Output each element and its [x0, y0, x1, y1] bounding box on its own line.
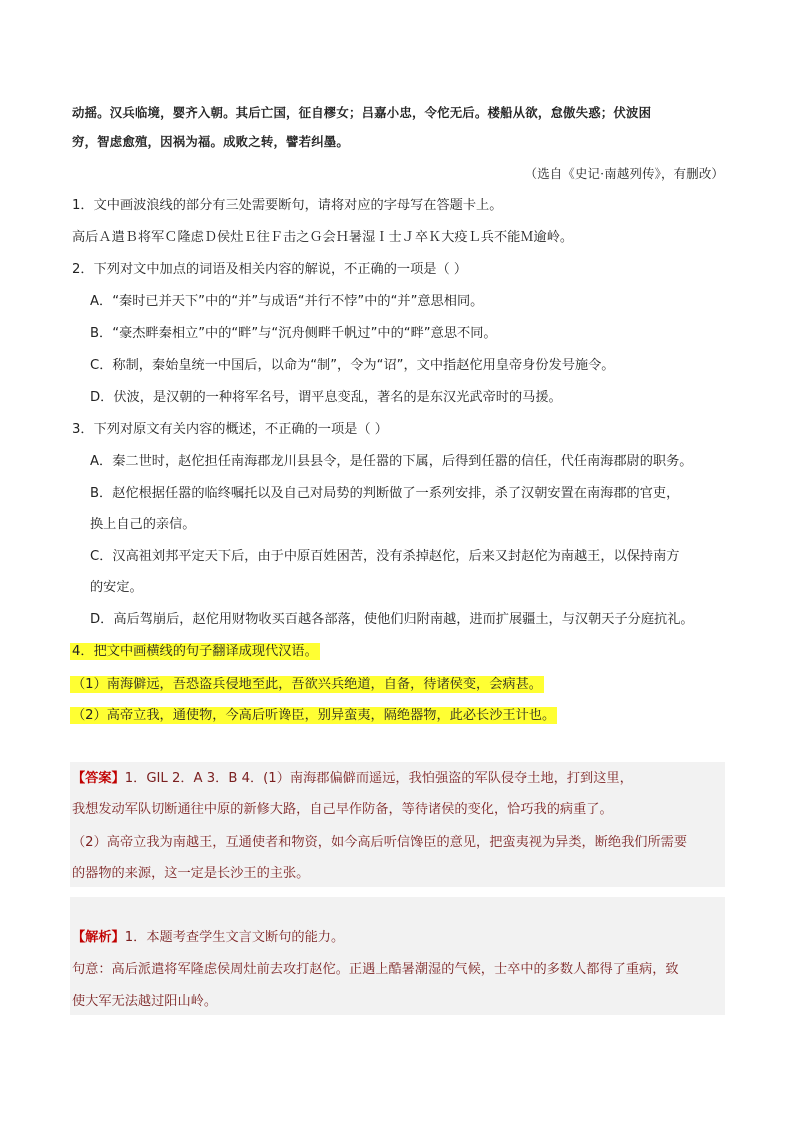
q4-stem-text: 4．把文中画横线的句子翻译成现代汉语。 — [72, 644, 318, 659]
q1-text: 高后Ａ遣Ｂ将军Ｃ隆虑Ｄ侯灶Ｅ往Ｆ击之Ｇ会Ｈ暑湿Ｉ士Ｊ卒Ｋ大疫Ｌ兵不能Ｍ逾岭。 — [72, 230, 574, 245]
q2-stem: 2．下列对文中加点的词语及相关内容的解说，不正确的一项是（ ） — [72, 262, 468, 277]
answer-tag: 【答案】 — [72, 771, 125, 786]
q1-stem: 1．文中画波浪线的部分有三处需要断句，请将对应的字母写在答题卡上。 — [72, 198, 503, 213]
q4-sentence-2-text: （2）高帝立我，通使物，今高后听谗臣，别异蛮夷，隔绝器物，此必长沙王计也。 — [72, 708, 556, 723]
q3-stem: 3．下列对原文有关内容的概述，不正确的一项是（ ） — [72, 422, 388, 437]
answer-line-3: （2）高帝立我为南越王，互通使者和物资，如今高后听信馋臣的意见，把蛮夷视为异类，断绝我们所需要 — [72, 835, 688, 850]
analysis-line-2: 句意：高后派遣将军隆虑侯周灶前去攻打赵佗。正遇上酷暑潮湿的气候，士卒中的多数人都得了重病，致 — [72, 962, 679, 977]
q3-option-d: D．高后驾崩后，赵佗用财物收买百越各部落，使他们归附南越，进而扩展疆土，与汉朝天子分庭抗礼。 — [90, 612, 694, 627]
analysis-line-1 — [72, 928, 344, 948]
answer-line-2: 我想发动军队切断通往中原的新修大路，自己早作防备，等待诸侯的变化，恰巧我的病重了。 — [72, 802, 613, 817]
q2-option-a: A．“秦时已并天下”中的“并”与成语“并行不悖”中的“并”意思相同。 — [90, 294, 484, 309]
q4-sentence-1 — [70, 675, 544, 695]
passage-line-2: 穷，智虑愈殖，因祸为福。成败之转，譬若纠墨。 — [72, 134, 349, 149]
q3-option-b-line-2: 换上自己的亲信。 — [90, 517, 196, 532]
passage-line-1: 动摇。汉兵临境，婴齐入朝。其后亡国，征自樛女；吕嘉小忠，令佗无后。楼船从欲，怠傲失惑；伏波困 — [72, 105, 652, 120]
analysis-line-1-text: 1．本题考查学生文言文断句的能力。 — [124, 930, 345, 945]
q3-option-c-line-1: C．汉高祖刘邦平定天下后，由于中原百姓困苦，没有杀掉赵佗，后来又封赵佗为南越王，以保持南方 — [90, 549, 680, 564]
passage-source: （选自《史记·南越列传》，有删改） — [524, 166, 724, 181]
q3-option-c-line-2: 的安定。 — [90, 580, 143, 595]
analysis-tag: 【解析】 — [72, 930, 125, 945]
answer-line-4: 的器物的来源，这一定是长沙王的主张。 — [72, 866, 310, 881]
q4-sentence-2 — [70, 706, 557, 726]
q2-option-c: C．称制，秦始皇统一中国后，以命为“制”，令为“诏”，文中指赵佗用皇帝身份发号施令。 — [90, 358, 615, 373]
q2-option-d: D．伏波，是汉朝的一种将军名号，谓平息变乱，著名的是东汉光武帝时的马援。 — [90, 390, 562, 405]
answer-line-1-text: 1．GIL 2．A 3．B 4．(1）南海郡偏僻而遥远，我怕强盗的军队侵夺土地，打到这里， — [124, 771, 633, 786]
q2-option-b: B．“豪杰畔秦相立”中的“畔”与“沉舟侧畔千帆过”中的“畔”意思不同。 — [90, 326, 497, 341]
analysis-line-3: 使大军无法越过阳山岭。 — [72, 994, 218, 1009]
q3-option-b-line-1: B．赵佗根据任嚣的临终嘱托以及自己对局势的判断做了一系列安排，杀了汉朝安置在南海郡的官吏， — [90, 486, 680, 501]
q4-sentence-1-text: （1）南海僻远，吾恐盗兵侵地至此，吾欲兴兵绝道，自备，待诸侯变，会病甚。 — [72, 677, 542, 692]
q3-option-a: A．秦二世时，赵佗担任南海郡龙川县县令，是任嚣的下属，后得到任嚣的信任，代任南海郡尉的职务。 — [90, 454, 693, 469]
q4-stem — [70, 642, 320, 662]
answer-line-1 — [72, 769, 633, 789]
